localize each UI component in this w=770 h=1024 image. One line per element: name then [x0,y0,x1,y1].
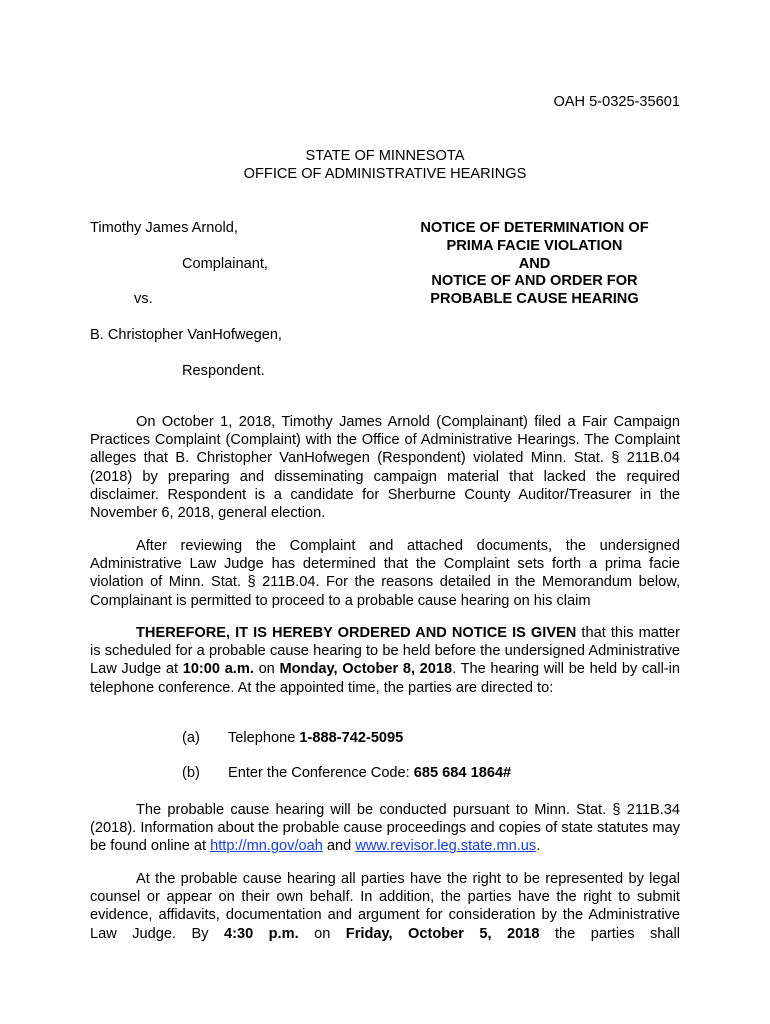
item-label-b: (b) [182,765,200,781]
complainant-role: Complainant, [182,256,268,272]
header-office: OFFICE OF ADMINISTRATIVE HEARINGS [243,166,527,182]
respondent-role: Respondent. [182,363,265,379]
title-line: PROBABLE CAUSE HEARING [430,291,639,308]
title-line: NOTICE OF AND ORDER FOR [431,273,638,290]
title-line: PRIMA FACIE VIOLATION [446,237,623,254]
paragraph-complaint-filed: On October 1, 2018, Timothy James Arnold (Complainant) filed a Fair Campaign Practices Complaint (Complaint) with the Office of Administrative Hearings. The Complaint alleges that B. Christopher VanHofwegen (Respondent) violated Minn. Stat. § 211B.04 (2018) by preparing and disseminating campaign material that lacked the required disclaimer. Respondent is a candidate for Sherburne County Auditor/Treasurer in the November 6, 2018, general election. [90,414,680,522]
conference-code: Enter the Conference Code: 685 684 1864# [228,765,512,781]
revisor-link[interactable]: www.revisor.leg.state.mn.us [355,838,537,855]
versus-label: vs. [134,291,153,307]
title-line: NOTICE OF DETERMINATION OF [420,220,649,236]
paragraph-order: THEREFORE, IT IS HEREBY ORDERED AND NOTICE IS GIVEN that this matter is scheduled for a probable cause hearing to be held before the undersigned Administrative Law Judge at 10:00 a.m. on Monday, October 8, 2018. The hearing will be held by call-in telephone conference. At the appointed time, the parties are directed to: [90,625,681,696]
paragraph-hearing-info: The probable cause hearing will be conducted pursuant to Minn. Stat. § 211B.34 (2018). Information about the probable cause proceedings and copies of state statutes may be found online at http://mn.gov/oah and www.revisor.leg.state.mn.us. [90,802,680,855]
header-state: STATE OF MINNESOTA [305,148,465,164]
title-line: AND [518,255,551,272]
oah-link[interactable]: http://mn.gov/oah [210,838,323,855]
document-title [392,220,677,309]
paragraph-rights: At the probable cause hearing all parties have the right to be represented by legal counsel or appear on their own behalf. In addition, the parties have the right to submit evidence, affidavits, documentation and argument for consideration by the Administrative Law Judge. By 4:30 p.m. on Friday, October 5, 2018 the parties shall [90,871,680,942]
item-label-a: (a) [182,730,200,746]
docket-number: OAH 5-0325-35601 [553,94,680,110]
paragraph-determination: After reviewing the Complaint and attached documents, the undersigned Administrative Law Judge has determined that the Complaint sets forth a prima facie violation of Minn. Stat. § 211B.04. For the reasons detailed in the Memorandum below, Complainant is permitted to proceed to a probable cause hearing on his claim [90,538,680,609]
telephone-number: Telephone 1-888-742-5095 [228,730,404,746]
complainant-name: Timothy James Arnold, [90,220,238,236]
respondent-name: B. Christopher VanHofwegen, [90,327,282,343]
